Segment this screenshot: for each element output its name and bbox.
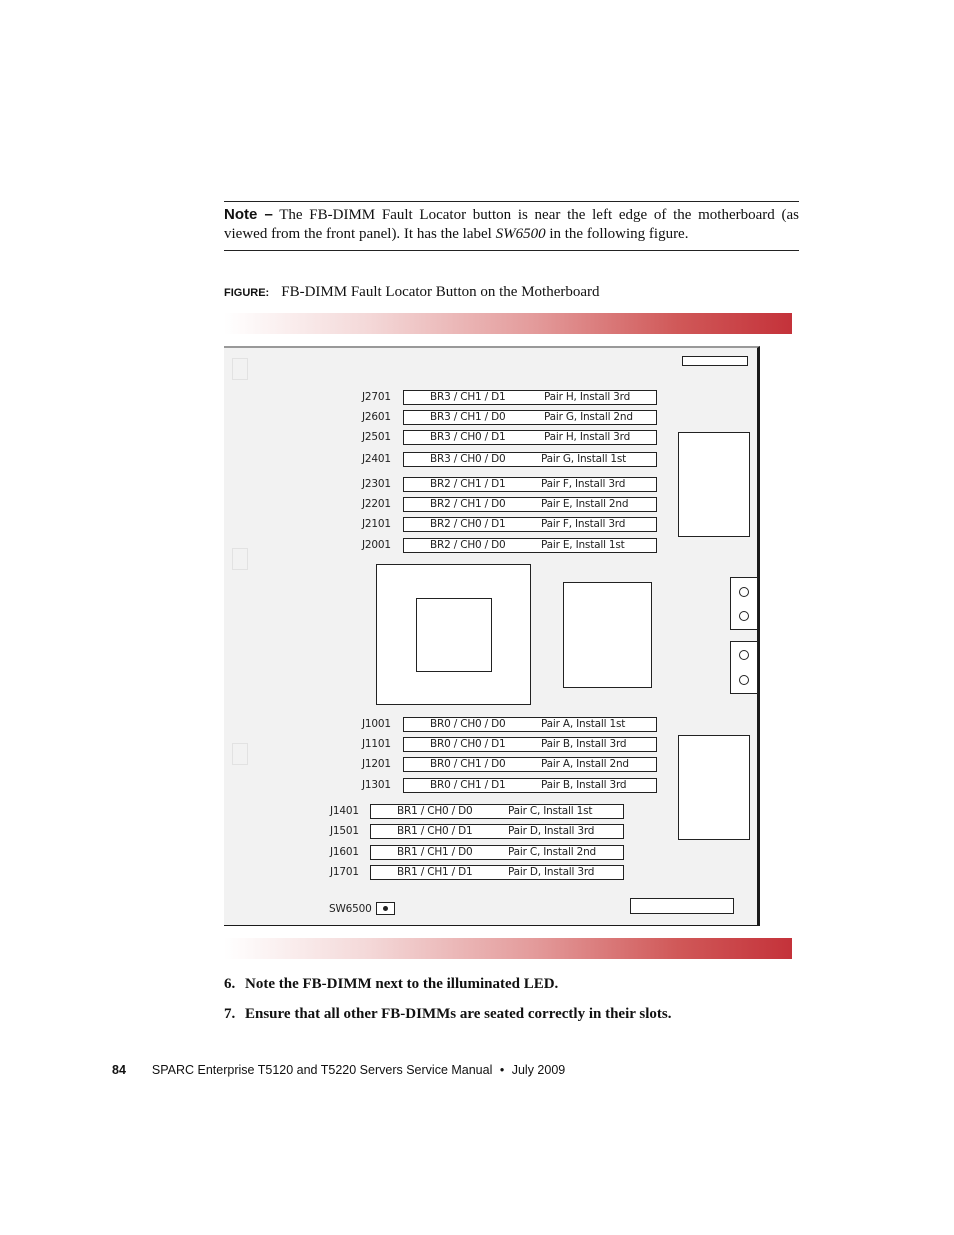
dimm-slot	[370, 865, 624, 880]
slot-install-order: Pair G, Install 2nd	[544, 411, 633, 423]
slot-install-order: Pair E, Install 1st	[541, 539, 625, 551]
slot-branch: BR3 / CH1 / D0	[430, 411, 506, 423]
bottom-right-connector	[630, 898, 734, 914]
slot-branch: BR3 / CH1 / D1	[430, 391, 506, 403]
footer-title: SPARC Enterprise T5120 and T5220 Servers Service Manual	[151, 1063, 493, 1077]
slot-id-label: J1401	[330, 805, 359, 817]
slot-install-order: Pair F, Install 3rd	[541, 518, 626, 530]
lower-right-component	[678, 735, 750, 840]
slot-install-order: Pair D, Install 3rd	[508, 866, 595, 878]
dimm-slot	[403, 778, 657, 793]
top-right-connector	[682, 356, 748, 366]
slot-branch: BR1 / CH0 / D0	[397, 805, 473, 817]
dimm-slot	[403, 757, 657, 772]
slot-branch: BR0 / CH1 / D1	[430, 779, 506, 791]
led-indicator	[739, 675, 749, 685]
slot-id-label: J2401	[362, 453, 391, 465]
led-indicator	[739, 650, 749, 660]
slot-id-label: J2601	[362, 411, 391, 423]
slot-branch: BR2 / CH0 / D0	[430, 539, 506, 551]
note-top-rule	[224, 201, 799, 202]
slot-branch: BR3 / CH0 / D1	[430, 431, 506, 443]
led-panel-lower	[730, 641, 758, 694]
slot-branch: BR2 / CH1 / D0	[430, 498, 506, 510]
led-indicator	[739, 611, 749, 621]
slot-install-order: Pair H, Install 3rd	[544, 391, 631, 403]
ghost-mark	[232, 548, 248, 570]
figure-caption	[224, 284, 600, 301]
upper-right-component	[678, 432, 750, 537]
figure-caption-label: FIGURE:	[224, 287, 270, 299]
led-indicator	[739, 587, 749, 597]
dimm-slot	[370, 824, 624, 839]
dimm-slot	[403, 737, 657, 752]
slot-id-label: J2701	[362, 391, 391, 403]
note-bottom-rule	[224, 250, 799, 251]
slot-id-label: J1701	[330, 866, 359, 878]
ghost-mark	[232, 358, 248, 380]
slot-install-order: Pair B, Install 3rd	[541, 779, 627, 791]
slot-branch: BR0 / CH0 / D1	[430, 738, 506, 750]
slot-id-label: J1101	[362, 738, 391, 750]
slot-id-label: J2301	[362, 478, 391, 490]
slot-install-order: Pair C, Install 2nd	[508, 846, 597, 858]
step-text: Ensure that all other FB-DIMMs are seated correctly in their slots.	[245, 1006, 672, 1022]
note-text-after: in the following figure.	[545, 226, 689, 242]
slot-install-order: Pair G, Install 1st	[541, 453, 627, 465]
note-label: Note –	[224, 206, 273, 223]
slot-install-order: Pair E, Install 2nd	[541, 498, 629, 510]
dimm-slot	[403, 497, 657, 512]
footer-bullet: •	[499, 1063, 505, 1077]
dimm-slot	[370, 845, 624, 860]
figure-top-band	[224, 313, 792, 334]
button-dot-icon	[383, 906, 388, 911]
led-panel-upper	[730, 577, 758, 630]
ghost-mark	[232, 743, 248, 765]
slot-install-order: Pair A, Install 2nd	[541, 758, 629, 770]
motherboard-figure	[224, 346, 760, 926]
fault-locator-button	[376, 902, 395, 915]
slot-id-label: J2101	[362, 518, 391, 530]
dimm-slot	[403, 477, 657, 492]
page-number: 84	[112, 1063, 126, 1077]
slot-install-order: Pair H, Install 3rd	[544, 431, 631, 443]
dimm-slot	[370, 804, 624, 819]
slot-id-label: J1601	[330, 846, 359, 858]
dimm-slot	[403, 717, 657, 732]
footer-date: July 2009	[511, 1063, 566, 1077]
figure-bottom-band	[224, 938, 792, 959]
step-7	[224, 1006, 671, 1023]
slot-install-order: Pair F, Install 3rd	[541, 478, 626, 490]
slot-branch: BR1 / CH1 / D1	[397, 866, 473, 878]
page-footer	[112, 1063, 565, 1077]
slot-id-label: J2201	[362, 498, 391, 510]
slot-install-order: Pair A, Install 1st	[541, 718, 626, 730]
dimm-slot	[403, 452, 657, 467]
cpu-chip	[416, 598, 492, 672]
slot-id-label: J2001	[362, 539, 391, 551]
fault-locator-button-label: SW6500	[329, 903, 372, 915]
figure-caption-title: FB-DIMM Fault Locator Button on the Motherboard	[281, 284, 600, 300]
slot-install-order: Pair C, Install 1st	[508, 805, 593, 817]
note-text-before: The FB-DIMM Fault Locator button is near the left edge of the motherboard (as viewed from the front panel). It has the label	[224, 207, 799, 242]
step-text: Note the FB-DIMM next to the illuminated LED.	[245, 976, 559, 992]
slot-id-label: J2501	[362, 431, 391, 443]
note-label-italic: SW6500	[495, 226, 546, 242]
slot-id-label: J1001	[362, 718, 391, 730]
slot-branch: BR2 / CH0 / D1	[430, 518, 506, 530]
slot-id-label: J1201	[362, 758, 391, 770]
step-6	[224, 976, 558, 993]
slot-id-label: J1301	[362, 779, 391, 791]
dimm-slot	[403, 410, 657, 425]
dimm-slot	[403, 390, 657, 405]
heatsink-component	[563, 582, 652, 688]
slot-install-order: Pair B, Install 3rd	[541, 738, 627, 750]
slot-branch: BR2 / CH1 / D1	[430, 478, 506, 490]
step-number: 7.	[224, 1006, 236, 1022]
note-block	[224, 205, 799, 244]
slot-branch: BR1 / CH1 / D0	[397, 846, 473, 858]
dimm-slot	[403, 538, 657, 553]
slot-branch: BR1 / CH0 / D1	[397, 825, 473, 837]
slot-branch: BR3 / CH0 / D0	[430, 453, 506, 465]
slot-branch: BR0 / CH1 / D0	[430, 758, 506, 770]
dimm-slot	[403, 430, 657, 445]
slot-branch: BR0 / CH0 / D0	[430, 718, 506, 730]
step-number: 6.	[224, 976, 236, 992]
slot-id-label: J1501	[330, 825, 359, 837]
dimm-slot	[403, 517, 657, 532]
slot-install-order: Pair D, Install 3rd	[508, 825, 595, 837]
